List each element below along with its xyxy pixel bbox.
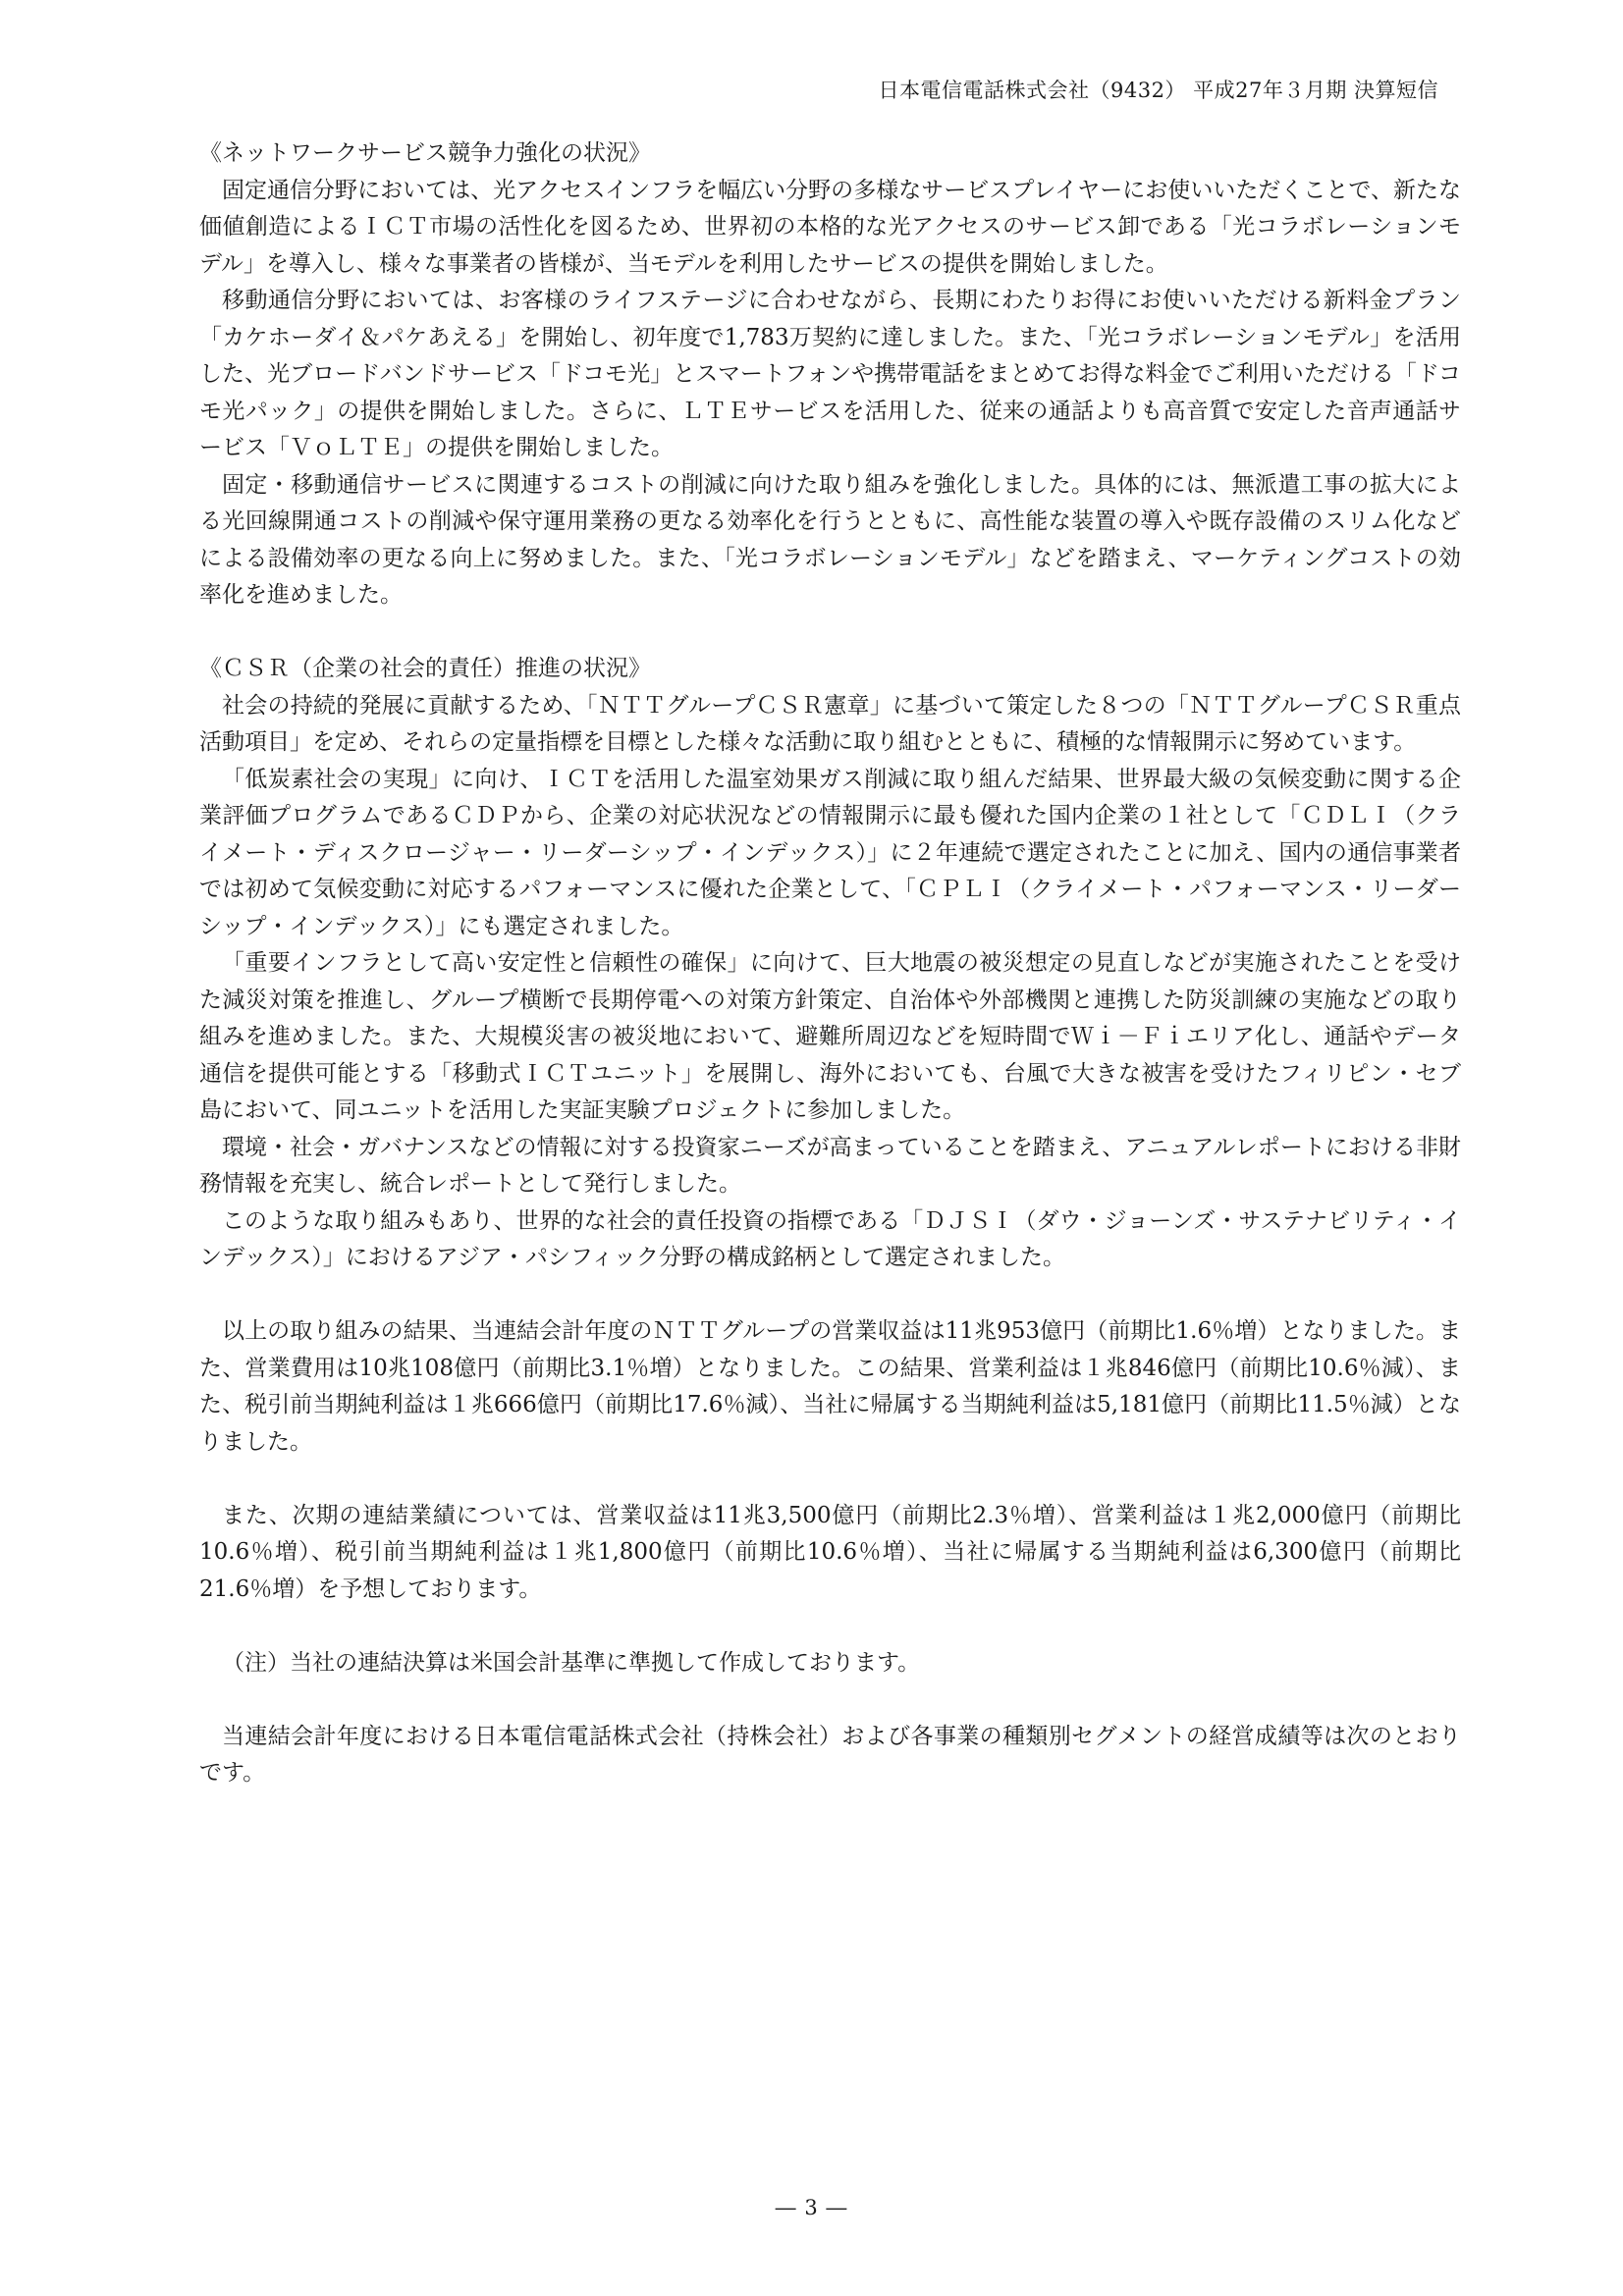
section-spacer [199, 1608, 1461, 1645]
paragraph-csr-report: 環境・社会・ガバナンスなどの情報に対する投資家ニーズが高まっていることを踏まえ、アニュアルレポートにおける非財務情報を充実し、統合レポートとして発行しました。 [199, 1134, 1461, 1197]
paragraph-network-fixed: 固定通信分野においては、光アクセスインフラを幅広い分野の多様なサービスプレイヤーにお使いいただくことで、新たな価値創造によるＩＣＴ市場の活性化を図るため、世界初の本格的な光アクセスのサービス卸である「光コラボレーションモデル」を導入し、様々な事業者の皆様が、当モデルを利用したサービスの提供を開始しました。 [199, 177, 1461, 277]
section-heading-network: 《ネットワークサービス競争力強化の状況》 [199, 140, 651, 166]
section-spacer [199, 614, 1461, 652]
paragraph-csr-infrastructure: 「重要インフラとして高い安定性と信頼性の確保」に向けて、巨大地震の被災想定の見直しなどが実施されたことを受けた減災対策を推進し、グループ横断で長期停電への対策方針策定、自治体や外部機関と連携した防災訓練の実施などの取り組みを進めました。また、大規模災害の被災地において、避難所周辺などを短時間でＷｉ－Ｆｉエリア化し、通話やデータ通信を提供可能とする「移動式ＩＣＴユニット」を展開し、海外においても、台風で大きな被害を受けたフィリピン・セブ島において、同ユニットを活用した実証実験プロジェクトに参加しました。 [199, 950, 1461, 1123]
section-spacer [199, 1682, 1461, 1719]
paragraph-csr-djsi: このような取り組みもあり、世界的な社会的責任投資の指標である「ＤＪＳＩ（ダウ・ジョーンズ・サステナビリティ・インデックス）」におけるアジア・パシフィック分野の構成銘柄として選定されました。 [199, 1207, 1461, 1270]
page-number: ― 3 ― [775, 2196, 848, 2219]
section-spacer [199, 1277, 1461, 1314]
document-header: 日本電信電話株式会社（9432） 平成27年３月期 決算短信 [878, 79, 1438, 102]
paragraph-network-mobile: 移動通信分野においては、お客様のライフステージに合わせながら、長期にわたりお得にお使いいただける新料金プラン「カケホーダイ＆パケあえる」を開始し、初年度で1,783万契約に達しました。また、「光コラボレーションモデル」を活用した、光ブロードバンドサービス「ドコモ光」とスマートフォンや携帯電話をまとめてお得な料金でご利用いただける「ドコモ光パック」の提供を開始しました。さらに、ＬＴＥサービスを活用した、従来の通話よりも高音質で安定した音声通話サービス「ＶｏＬＴＥ」の提供を開始しました。 [199, 288, 1461, 460]
section-spacer [199, 1461, 1461, 1498]
section-heading-csr: 《ＣＳＲ（企業の社会的責任）推進の状況》 [199, 656, 651, 681]
accounting-note: （注）当社の連結決算は米国会計基準に準拠して作成しております。 [222, 1649, 921, 1676]
document-body [199, 135, 1461, 1792]
paragraph-csr-low-carbon: 「低炭素社会の実現」に向け、ＩＣＴを活用した温室効果ガス削減に取り組んだ結果、世界最大級の気候変動に関する企業評価プログラムであるＣＤＰから、企業の対応状況などの情報開示に最も優れた国内企業の１社として「ＣＤＬＩ（クライメート・ディスクロージャー・リーダーシップ・インデックス）」に２年連続で選定されたことに加え、国内の通信事業者では初めて気候変動に対応するパフォーマンスに優れた企業として、「ＣＰＬＩ（クライメート・パフォーマンス・リーダーシップ・インデックス）」にも選定されました。 [199, 766, 1461, 939]
paragraph-results: 以上の取り組みの結果、当連結会計年度のＮＴＴグループの営業収益は11兆953億円（前期比1.6％増）となりました。また、営業費用は10兆108億円（前期比3.1％増）となりました。この結果、営業利益は１兆846億円（前期比10.6％減）、また、税引前当期純利益は１兆666億円（前期比17.6％減）、当社に帰属する当期純利益は5,181億円（前期比11.5％減）となりました。 [199, 1318, 1461, 1455]
paragraph-network-cost: 固定・移動通信サービスに関連するコストの削減に向けた取り組みを強化しました。具体的には、無派遣工事の拡大による光回線開通コストの削減や保守運用業務の更なる効率化を行うとともに、高性能な装置の導入や既存設備のスリム化などによる設備効率の更なる向上に努めました。また、「光コラボレーションモデル」などを踏まえ、マーケティングコストの効率化を進めました。 [199, 471, 1461, 608]
paragraph-segment: 当連結会計年度における日本電信電話株式会社（持株会社）および各事業の種類別セグメントの経営成績等は次のとおりです。 [199, 1723, 1461, 1786]
paragraph-forecast: また、次期の連結業績については、営業収益は11兆3,500億円（前期比2.3％増）、営業利益は１兆2,000億円（前期比10.6％増）、税引前当期純利益は１兆1,800億円（前期比10.6％増）、当社に帰属する当期純利益は6,300億円（前期比21.6％増）を予想しております。 [199, 1502, 1461, 1602]
paragraph-csr-charter: 社会の持続的発展に貢献するため、「ＮＴＴグループＣＳＲ憲章」に基づいて策定した８つの「ＮＴＴグループＣＳＲ重点活動項目」を定め、それらの定量指標を目標とした様々な活動に取り組むとともに、積極的な情報開示に努めています。 [199, 692, 1461, 755]
